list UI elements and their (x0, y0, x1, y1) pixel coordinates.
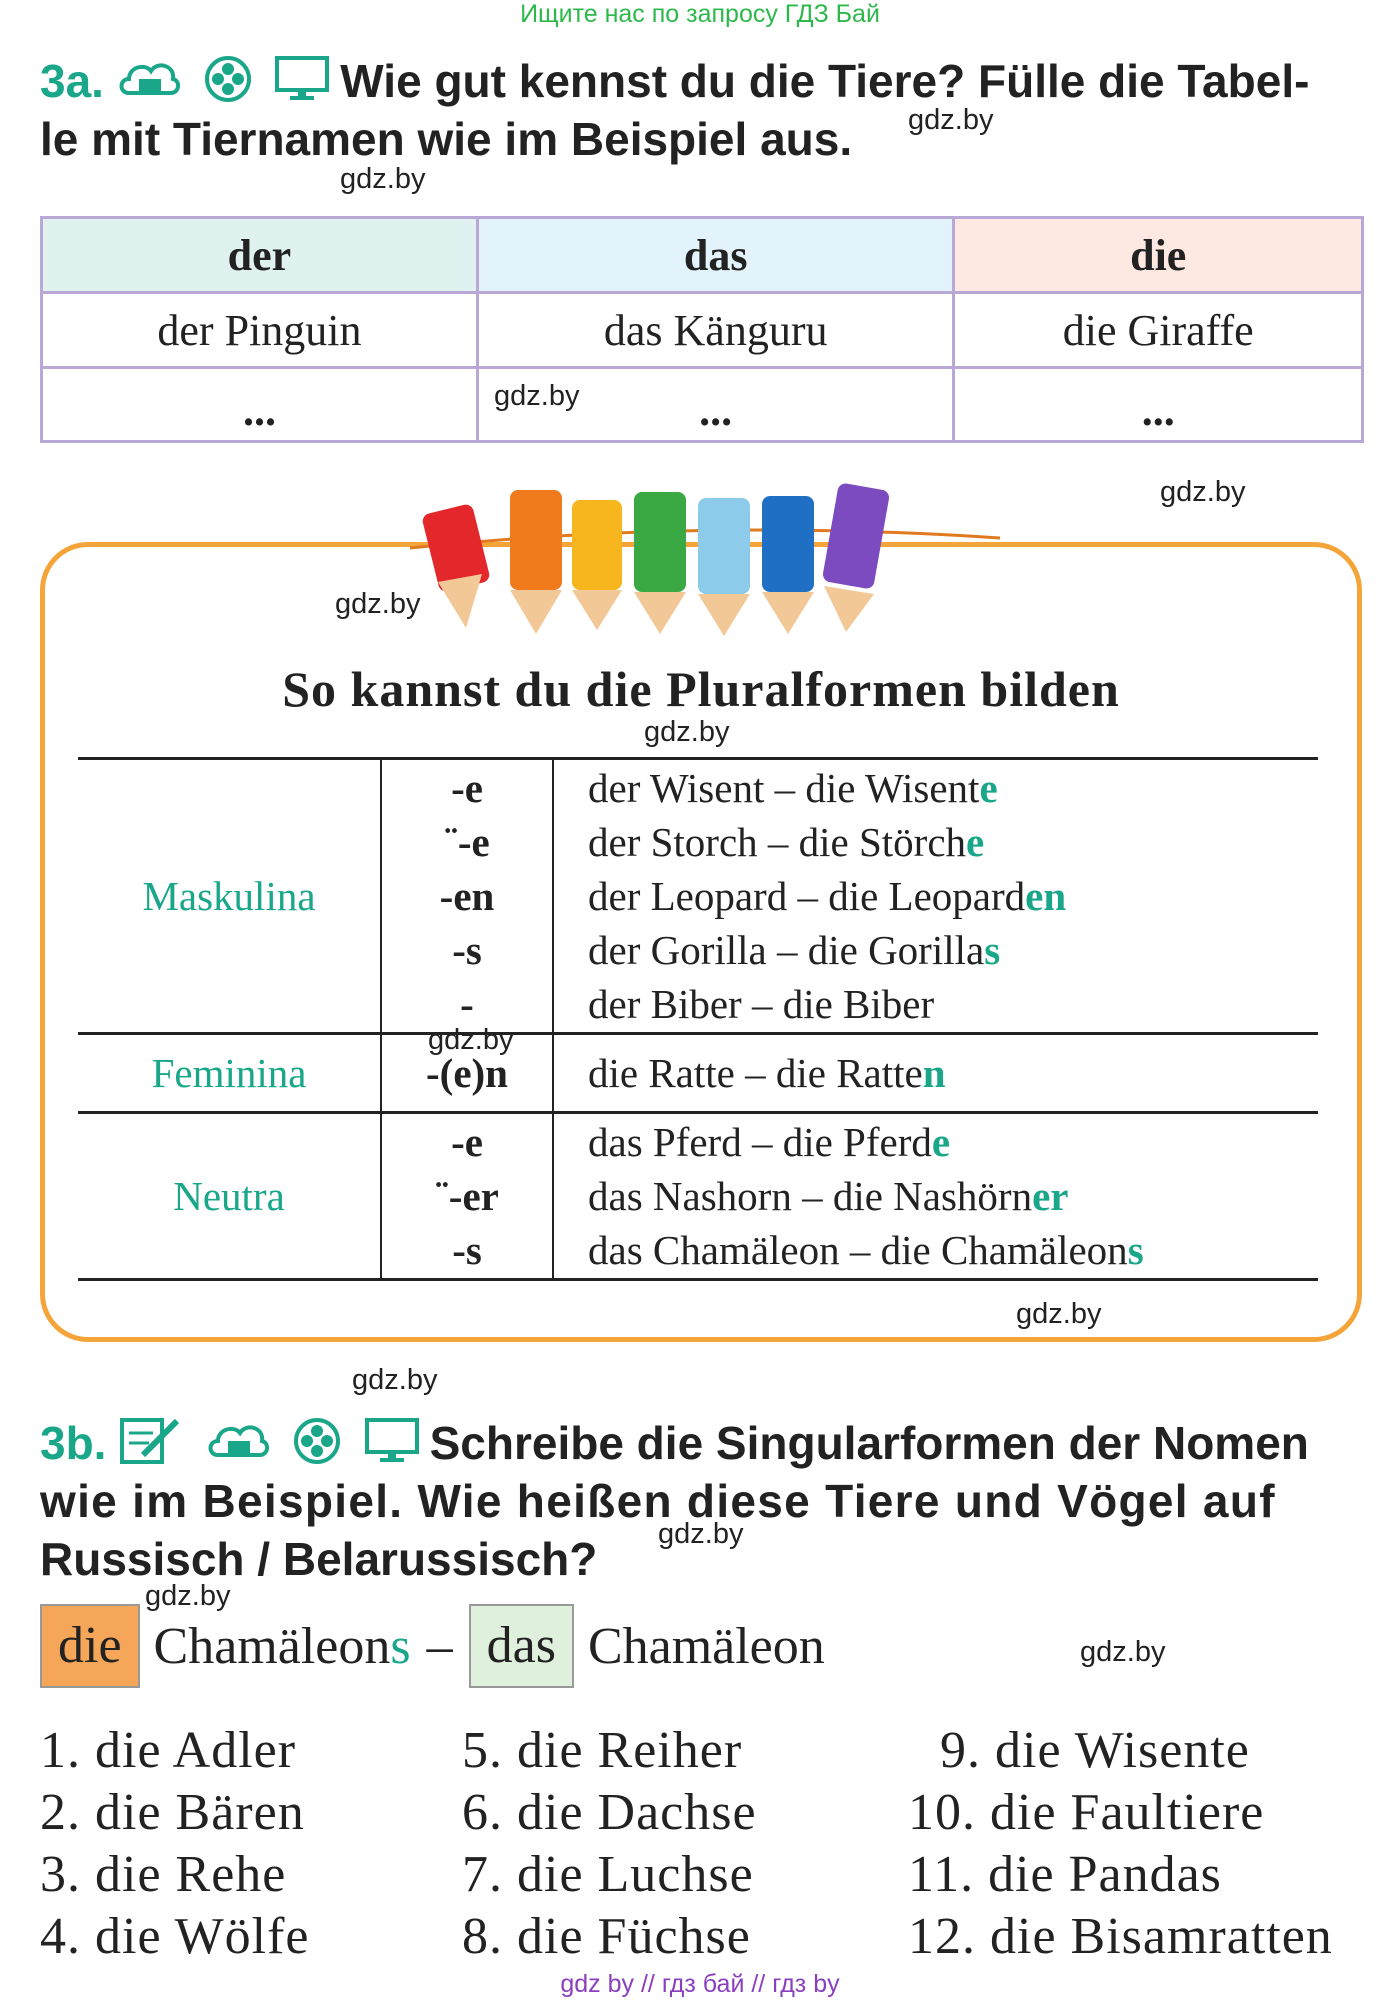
ending-highlight: e (931, 1119, 951, 1165)
watermark: gdz.by (644, 716, 730, 748)
list-item: 11. die Pandas (908, 1846, 1222, 1903)
example-text: der Gorilla – die Gorilla (588, 927, 985, 973)
example-item (588, 1223, 1317, 1277)
footer-links[interactable]: gdz by // гдз бай // гдз by (560, 1970, 840, 1998)
cloud-folder-icon (206, 1417, 270, 1465)
example-line (40, 1605, 825, 1687)
example-item (588, 977, 1317, 1031)
singular-word: Chamäleon (587, 1617, 825, 1675)
suffix-list (381, 1113, 553, 1280)
pencil-lightblue-icon (698, 498, 750, 636)
example-item (588, 815, 1317, 869)
header-der: der (42, 218, 478, 293)
suffix: -e (451, 765, 483, 811)
list-item: 10. die Faultiere (908, 1784, 1265, 1841)
watermark: gdz.by (908, 104, 994, 136)
watermark: gdz.by (494, 380, 580, 412)
monitor-icon (364, 1417, 420, 1465)
ending-highlight: s (1127, 1227, 1144, 1273)
example-text: der Leopard – die Leopard (588, 873, 1026, 919)
ending-highlight: en (1025, 873, 1067, 919)
example-text: der Storch – die Störch (588, 819, 967, 865)
article-chip-die: die (40, 1604, 140, 1688)
table-header-row (42, 218, 1363, 293)
pencil-orange-icon (510, 490, 562, 634)
pencil-note-icon (119, 1415, 183, 1465)
header-die: die (954, 218, 1363, 293)
exercise-3a-text-line1: Wie gut kennst du die Tiere? Fülle die Tabel- (340, 55, 1310, 107)
maskulina-row (78, 759, 1318, 1034)
pencils-illustration (400, 478, 1010, 638)
example-item (588, 869, 1317, 923)
list-item: 2. die Bären (40, 1784, 305, 1841)
noun-column-1 (40, 1720, 310, 1968)
watermark: gdz.by (335, 588, 421, 620)
watermark: gdz.by (145, 1580, 231, 1612)
table-cell: ... (954, 368, 1363, 442)
watermark: gdz.by (428, 1024, 514, 1056)
suffix: ¨-er (435, 1173, 499, 1219)
list-item: 1. die Adler (40, 1722, 297, 1779)
watermark: gdz.by (658, 1518, 744, 1550)
suffix: -e (451, 1119, 483, 1165)
list-item: 8. die Füchse (462, 1908, 751, 1965)
example-item (553, 1034, 1318, 1113)
suffix: ¨-e (444, 819, 490, 865)
header-das: das (477, 218, 954, 293)
ending-highlight: er (1032, 1173, 1069, 1219)
pencil-blue-icon (762, 496, 814, 634)
noun-column-2 (462, 1720, 757, 1968)
pencil-purple-icon (822, 482, 891, 632)
suffix: -s (452, 1227, 482, 1273)
article-chip-das: das (469, 1604, 574, 1688)
watermark: gdz.by (1016, 1298, 1102, 1330)
suffix: -s (452, 927, 482, 973)
exercise-3b-text-line1: Schreibe die Singularformen der Nomen (429, 1417, 1309, 1469)
watermark: gdz.by (340, 163, 426, 195)
watermark: gdz.by (352, 1364, 438, 1396)
ending-highlight: s (390, 1617, 411, 1675)
list-item: 9. die Wisente (940, 1722, 1250, 1779)
exercise-3b-heading (40, 1414, 1370, 1588)
neutra-row (78, 1113, 1318, 1280)
ending-highlight: e (979, 765, 998, 811)
plural-stem: Chamäleon (153, 1617, 391, 1675)
table-cell: ... (477, 368, 954, 442)
example-text: das Chamäleon – die Chamäleon (588, 1227, 1128, 1273)
flower-icon (204, 55, 252, 103)
list-item: 6. die Dachse (462, 1784, 757, 1841)
list-item: 4. die Wölfe (40, 1908, 310, 1965)
table-cell: das Känguru (477, 293, 954, 368)
list-item: 5. die Reiher (462, 1722, 743, 1779)
example-item (588, 1115, 1317, 1169)
watermark: gdz.by (1160, 476, 1246, 508)
example-list (553, 759, 1318, 1034)
table-row (42, 293, 1363, 368)
exercise-3b-text-line2: wie im Beispiel. Wie heißen diese Tiere und Vögel auf (40, 1475, 1276, 1527)
example-text: der Biber – die Biber (588, 981, 935, 1027)
flower-icon (293, 1417, 341, 1465)
example-item (588, 1169, 1317, 1223)
group-label-neutra: Neutra (78, 1113, 381, 1280)
cloud-folder-icon (117, 55, 181, 103)
suffix: -en (439, 873, 495, 919)
exercise-3a-text-line2: le mit Tiernamen wie im Beispiel aus. (40, 113, 853, 165)
gender-table (40, 216, 1364, 443)
example-text: die Ratte – die Ratte (588, 1050, 923, 1096)
plural-rules-title: So kannst du die Pluralformen bilden (282, 661, 1120, 717)
ending-highlight: n (922, 1050, 946, 1096)
exercise-number: 3b. (40, 1417, 107, 1469)
dash: – (426, 1617, 453, 1675)
exercise-3a-heading (40, 52, 1370, 168)
ending-highlight: e (966, 819, 985, 865)
pencil-yellow-icon (572, 500, 622, 630)
example-text: das Pferd – die Pferd (588, 1119, 932, 1165)
noun-column-3 (908, 1720, 1333, 1968)
group-label-feminina: Feminina (78, 1034, 381, 1113)
table-cell: die Giraffe (954, 293, 1363, 368)
top-banner[interactable]: Ищите нас по запросу ГДЗ Бай (520, 0, 880, 28)
ending-highlight: s (984, 927, 1001, 973)
suffix-list (381, 759, 553, 1034)
plural-word (154, 1617, 411, 1676)
pencil-green-icon (634, 492, 686, 634)
watermark: gdz.by (1080, 1636, 1166, 1668)
suffix: - (460, 981, 474, 1027)
table-row (42, 368, 1363, 442)
example-item (588, 761, 1317, 815)
table-cell: der Pinguin (42, 293, 478, 368)
feminina-row (78, 1034, 1318, 1113)
example-text: das Nashorn – die Nashörn (588, 1173, 1033, 1219)
group-label-maskulina: Maskulina (78, 759, 381, 1034)
example-item (588, 923, 1317, 977)
list-item: 12. die Bisamratten (908, 1908, 1333, 1965)
exercise-3b-text-line3: Russisch / Belarussisch? (40, 1533, 598, 1585)
monitor-icon (274, 55, 330, 103)
suffix: -(e)n (381, 1034, 553, 1113)
example-list (553, 1113, 1318, 1280)
pencil-red-icon (421, 503, 491, 628)
plural-rules-table (78, 757, 1318, 1281)
table-cell: ... (42, 368, 478, 442)
list-item: 3. die Rehe (40, 1846, 287, 1903)
exercise-number: 3a. (40, 55, 104, 107)
list-item: 7. die Luchse (462, 1846, 754, 1903)
example-text: der Wisent – die Wisent (588, 765, 980, 811)
